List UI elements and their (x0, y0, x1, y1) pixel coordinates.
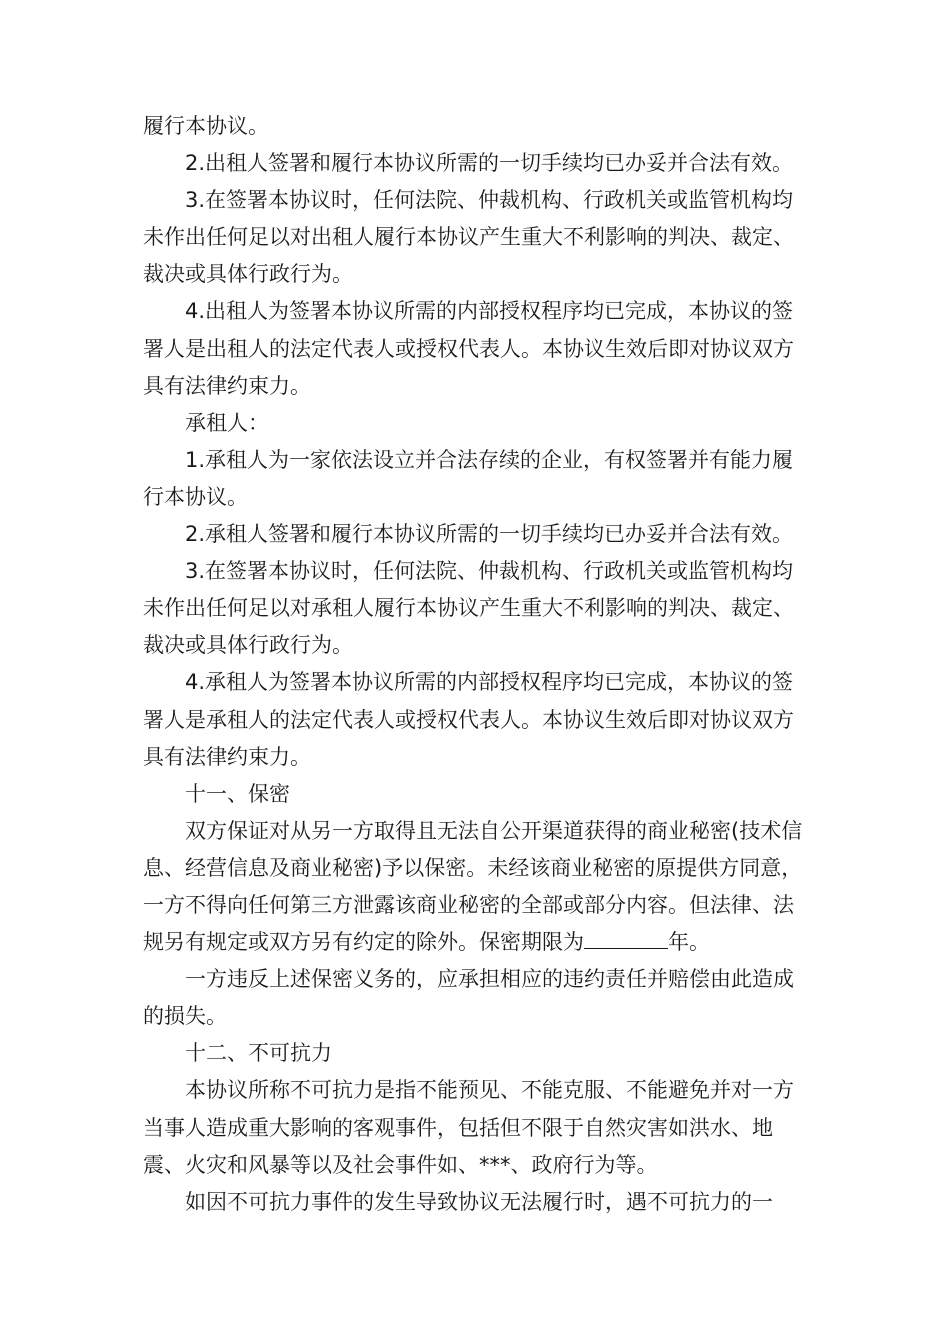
document-body (143, 108, 807, 1221)
paragraph-continuation: 履行本协议。 (143, 114, 269, 138)
force-majeure-definition: 本协议所称不可抗力是指不能预见、不能克服、不能避免并对一方当事人造成重大影响的客观事件，包括但不限于自然灾害如洪水、地震、火灾和风暴等以及社会事件如、***、政府行为等。 (143, 1078, 794, 1177)
lessee-clause-1: 1.承租人为一家依法设立并合法存续的企业，有权签署并有能力履行本协议。 (143, 447, 794, 509)
confidentiality-breach-clause: 一方违反上述保密义务的，应承担相应的违约责任并赔偿由此造成的损失。 (143, 967, 794, 1029)
force-majeure-clause-start: 如因不可抗力事件的发生导致协议无法履行时，遇不可抗力的一 (185, 1189, 773, 1214)
lessee-clause-2: 2.承租人签署和履行本协议所需的一切手续均已办妥并合法有效。 (185, 522, 794, 547)
section-heading-force-majeure: 十二、不可抗力 (185, 1041, 332, 1066)
lessee-clause-3: 3.在签署本协议时，任何法院、仲裁机构、行政机关或监管机构均未作出任何足以对承租人履行本协议产生重大不利影响的判决、裁定、裁决或具体行政行为。 (143, 559, 794, 658)
fill-in-blank-line (584, 926, 668, 949)
confidentiality-clause (143, 813, 807, 961)
lessor-clause-4: 4.出租人为签署本协议所需的内部授权程序均已完成，本协议的签署人是出租人的法定代表人或授权代表人。本协议生效后即对协议双方具有法律约束力。 (143, 299, 794, 398)
confidentiality-text: 双方保证对从另一方取得且无法自公开渠道获得的商业秘密(技术信息、经营信息及商业秘密)予以保密。未经该商业秘密的原提供方同意，一方不得向任何第三方泄露该商业秘密的全部或部分内容。但法律、法规另有规定或双方另有约定的除外。保密期限为 (143, 818, 803, 955)
lessor-clause-3: 3.在签署本协议时，任何法院、仲裁机构、行政机关或监管机构均未作出任何足以对出租人履行本协议产生重大不利影响的判决、裁定、裁决或具体行政行为。 (143, 188, 794, 287)
lessee-clause-4: 4.承租人为签署本协议所需的内部授权程序均已完成，本协议的签署人是承租人的法定代表人或授权代表人。本协议生效后即对协议双方具有法律约束力。 (143, 670, 794, 769)
lessee-heading: 承租人： (185, 410, 269, 435)
confidentiality-text-end: 年。 (668, 930, 710, 955)
lessor-clause-2: 2.出租人签署和履行本协议所需的一切手续均已办妥并合法有效。 (185, 151, 794, 176)
section-heading-confidentiality: 十一、保密 (185, 781, 290, 806)
